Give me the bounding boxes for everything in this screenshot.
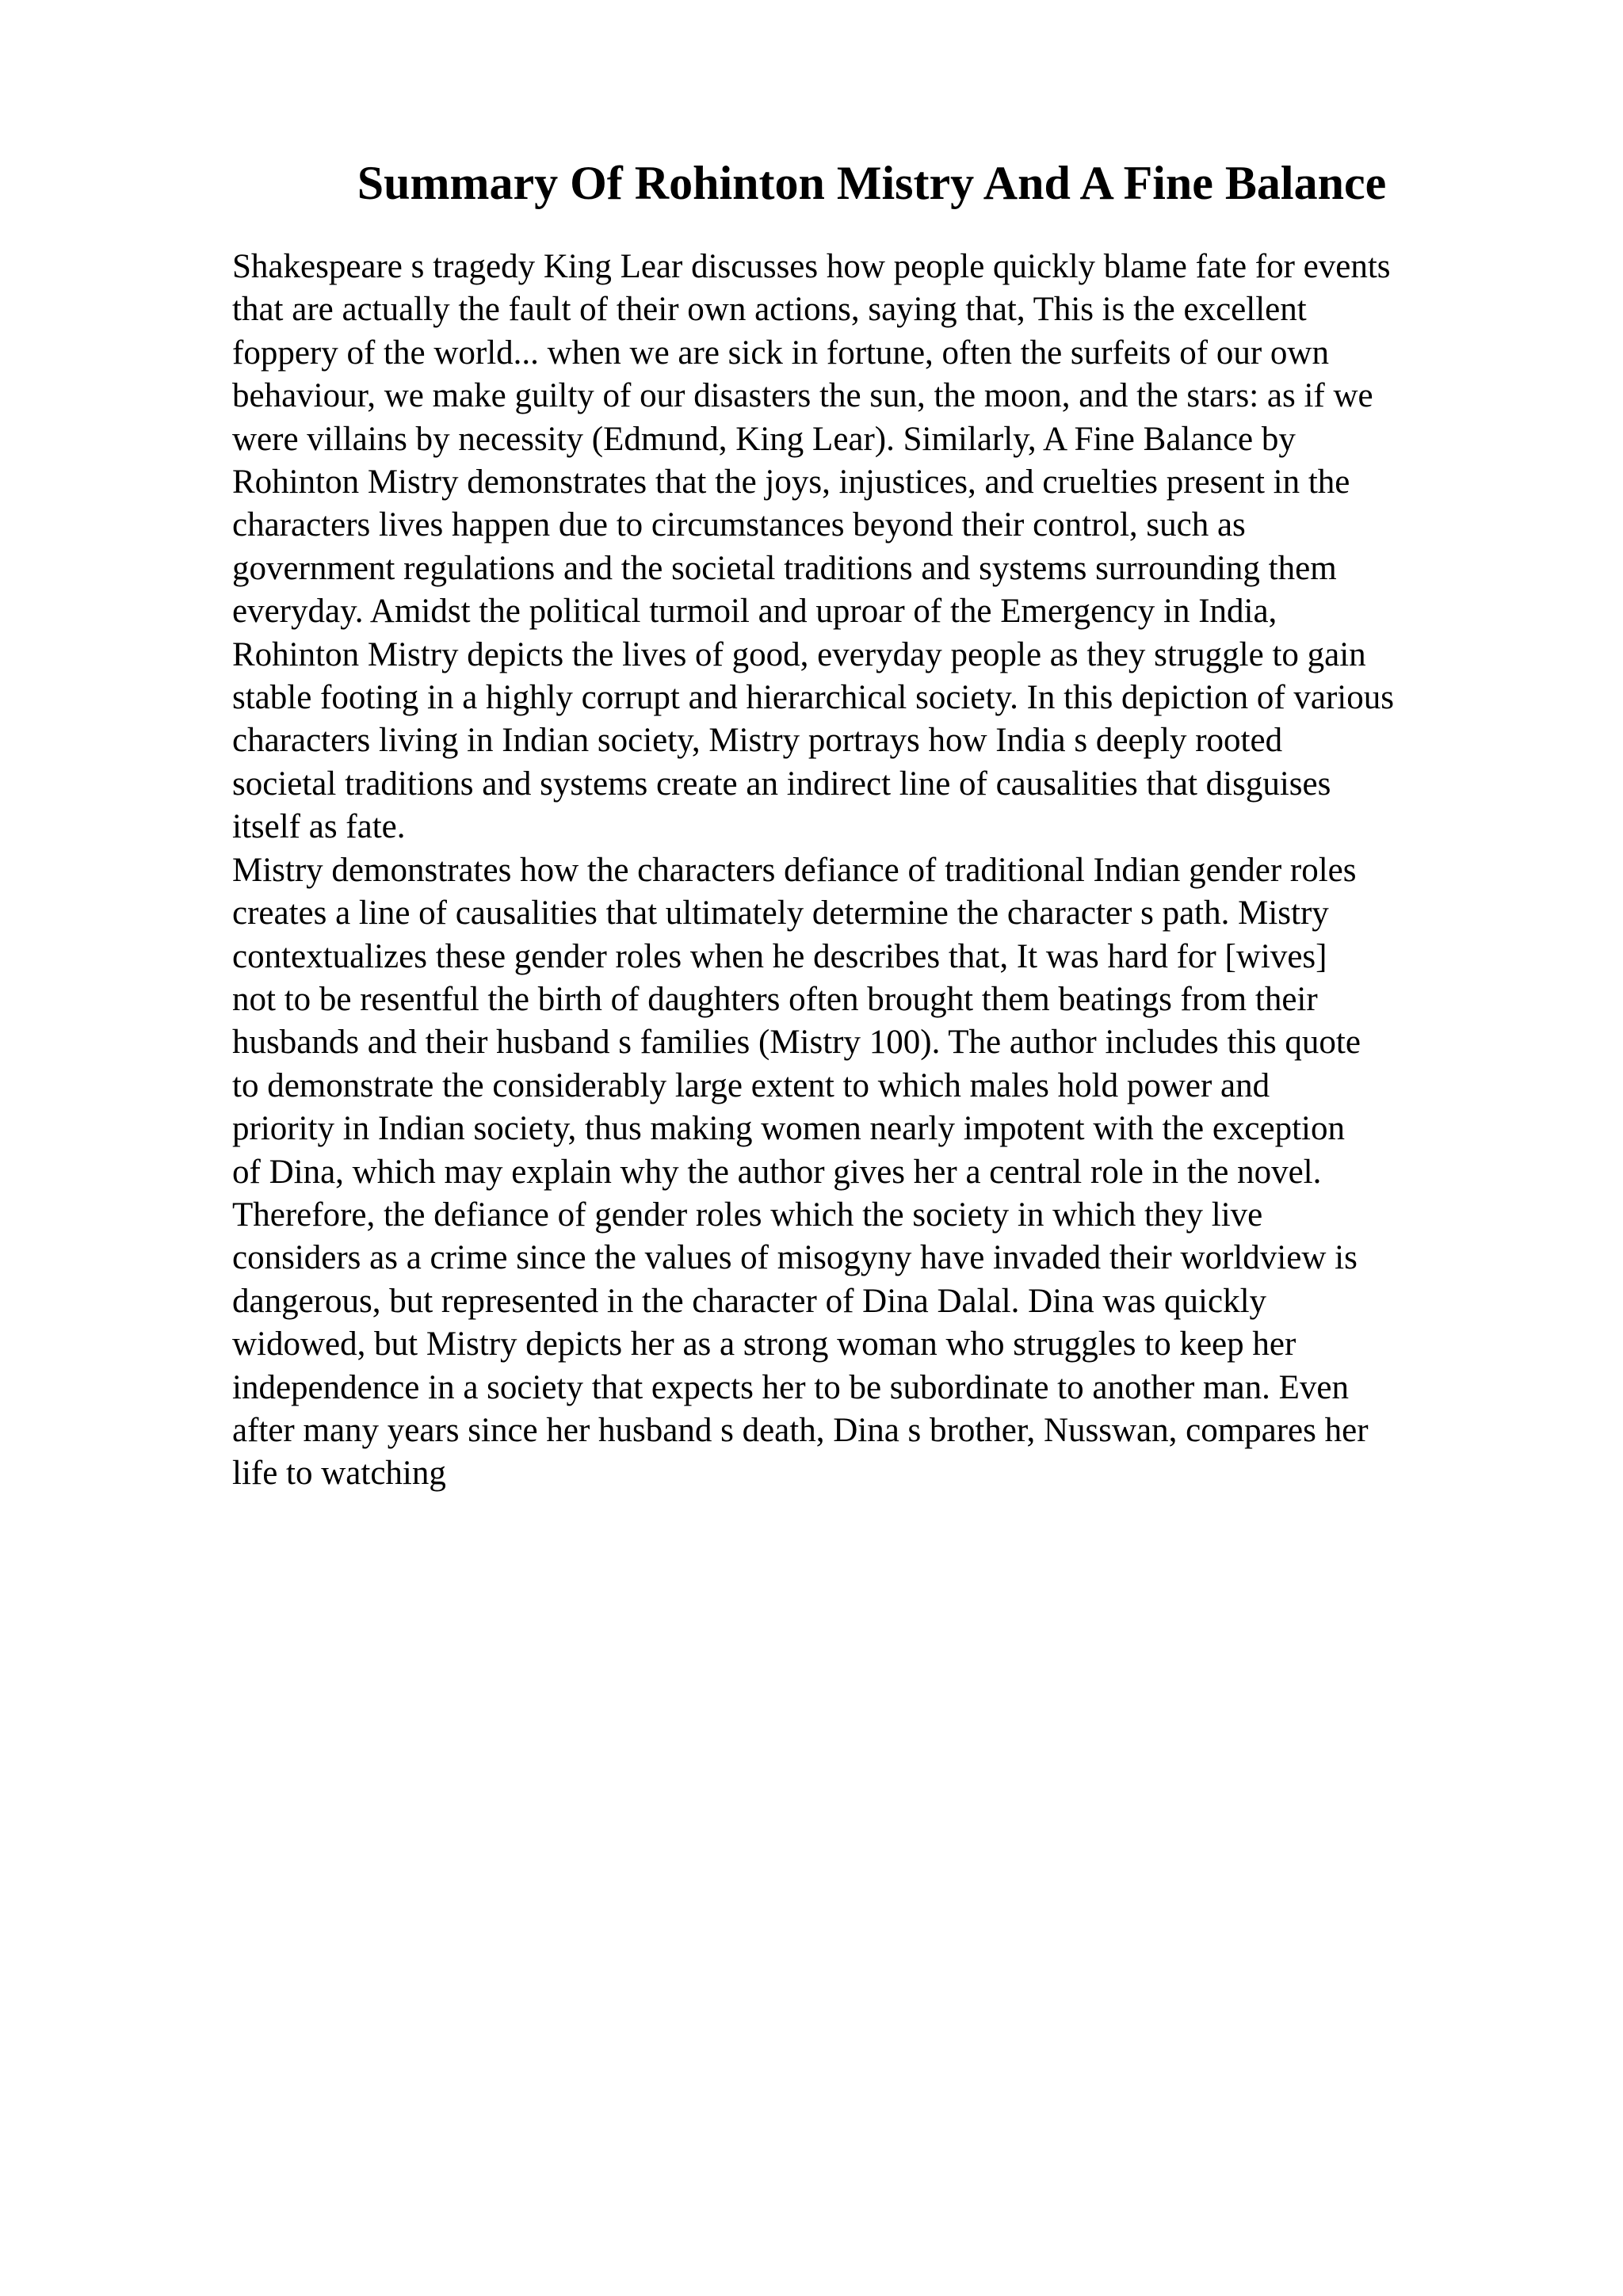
document-title: Summary Of Rohinton Mistry And A Fine Balance xyxy=(357,157,1387,209)
document-body xyxy=(232,246,1595,1496)
body-line: contextualizes these gender roles when he describes that, It was hard for [wives] xyxy=(232,937,1327,975)
body-line: creates a line of causalities that ultimately determine the character s path. Mistry xyxy=(232,894,1329,933)
body-line: behaviour, we make guilty of our disasters the sun, the moon, and the stars: as if we xyxy=(232,377,1373,415)
body-line: Rohinton Mistry demonstrates that the joys, injustices, and cruelties present in the xyxy=(232,463,1350,502)
body-line: everyday. Amidst the political turmoil and uproar of the Emergency in India, xyxy=(232,593,1277,631)
body-line: priority in Indian society, thus making women nearly impotent with the exception xyxy=(232,1110,1345,1148)
body-line: dangerous, but represented in the character of Dina Dalal. Dina was quickly xyxy=(232,1282,1267,1320)
body-line: stable footing in a highly corrupt and hierarchical society. In this depiction of various xyxy=(232,679,1394,717)
body-line: life to watching xyxy=(232,1455,446,1493)
body-line: widowed, but Mistry depicts her as a strong woman who struggles to keep her xyxy=(232,1325,1296,1363)
body-line: characters lives happen due to circumstances beyond their control, such as xyxy=(232,506,1246,544)
body-line: foppery of the world... when we are sick in fortune, often the surfeits of our own xyxy=(232,334,1329,372)
body-line: to demonstrate the considerably large extent to which males hold power and xyxy=(232,1066,1270,1104)
body-line: government regulations and the societal traditions and systems surrounding them xyxy=(232,549,1337,587)
body-line: after many years since her husband s death, Dina s brother, Nusswan, compares her xyxy=(232,1411,1369,1449)
body-line: Therefore, the defiance of gender roles which the society in which they live xyxy=(232,1196,1263,1234)
body-line: Mistry demonstrates how the characters defiance of traditional Indian gender roles xyxy=(232,851,1357,889)
body-line: were villains by necessity (Edmund, King Lear). Similarly, A Fine Balance by xyxy=(232,420,1296,458)
body-line: itself as fate. xyxy=(232,808,406,846)
body-line: that are actually the fault of their own actions, saying that, This is the excellent xyxy=(232,291,1307,329)
body-line: husbands and their husband s families (Mistry 100). The author includes this quote xyxy=(232,1024,1361,1062)
body-line: societal traditions and systems create an indirect line of causalities that disguises xyxy=(232,765,1331,803)
body-line: independence in a society that expects her to be subordinate to another man. Even xyxy=(232,1368,1349,1406)
body-line: considers as a crime since the values of misogyny have invaded their worldview is xyxy=(232,1239,1358,1277)
body-line: characters living in Indian society, Mistry portrays how India s deeply rooted xyxy=(232,722,1283,760)
body-line: Shakespeare s tragedy King Lear discusses how people quickly blame fate for events xyxy=(232,248,1391,285)
body-line: of Dina, which may explain why the author gives her a central role in the novel. xyxy=(232,1153,1322,1191)
body-line: Rohinton Mistry depicts the lives of good, everyday people as they struggle to gain xyxy=(232,635,1366,673)
body-line: not to be resentful the birth of daughters often brought them beatings from their xyxy=(232,980,1318,1018)
